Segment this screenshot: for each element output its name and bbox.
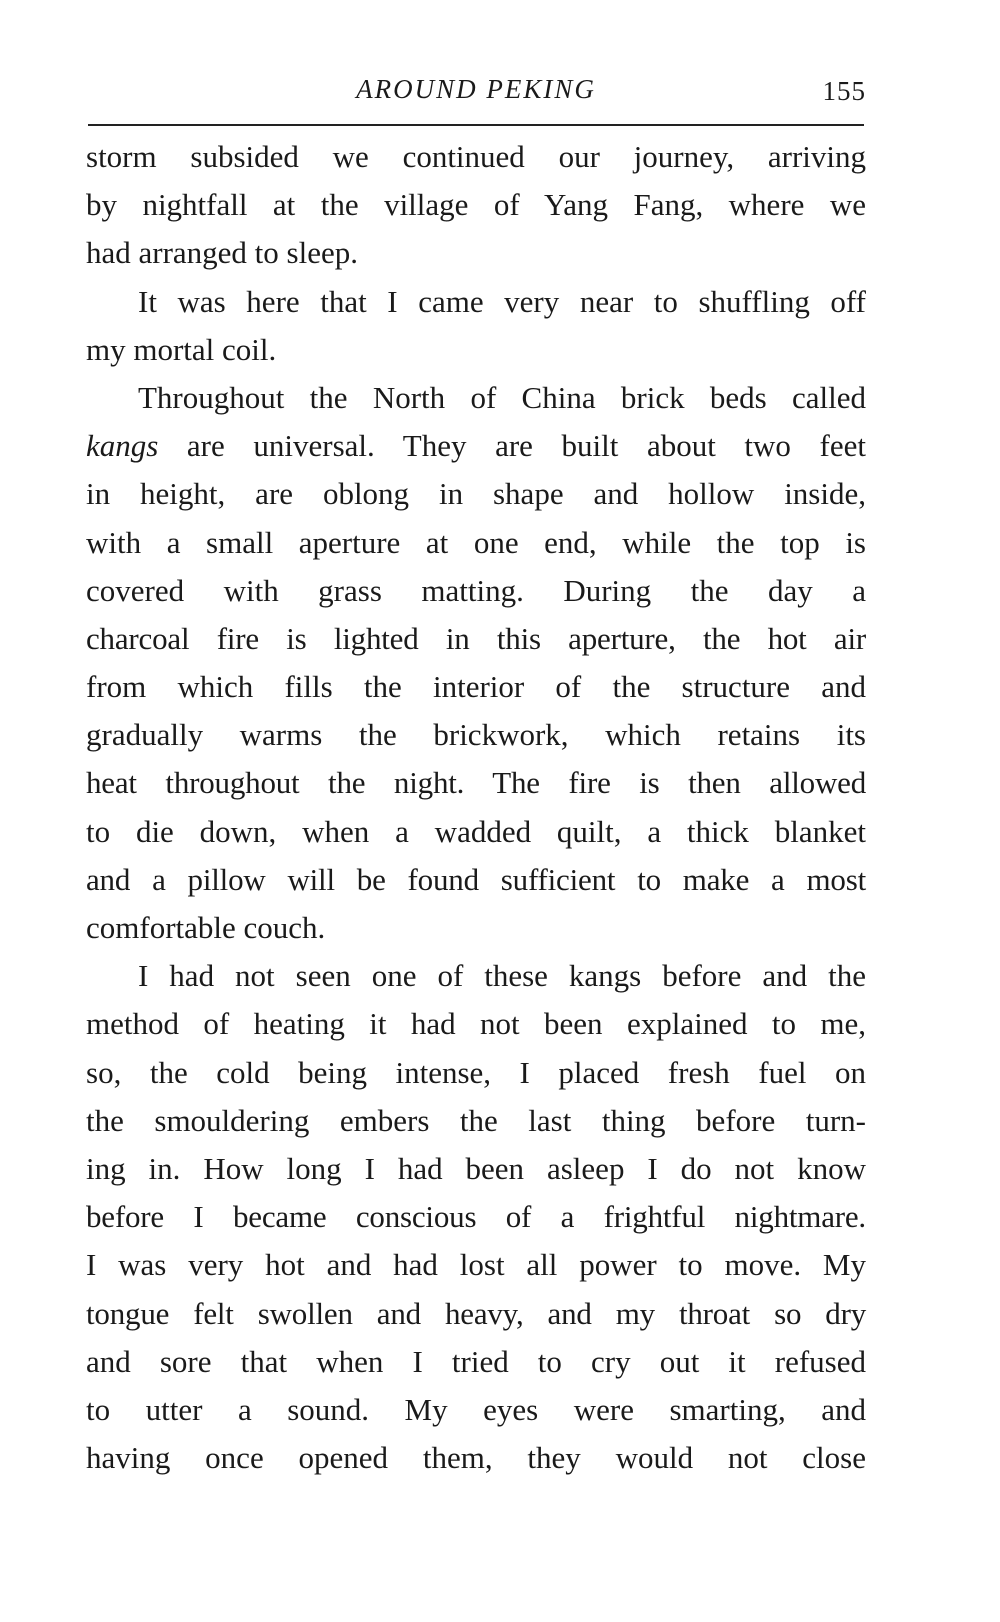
text-line: from which fills the interior of the structure and bbox=[86, 669, 866, 705]
text-line-rest: are universal. They are built about two feet bbox=[158, 428, 866, 464]
text-line: charcoal fire is lighted in this aperture, the hot air bbox=[86, 620, 866, 656]
text-line: heat throughout the night. The fire is then allowed bbox=[86, 765, 866, 801]
text-line bbox=[86, 422, 866, 470]
text-line: covered with grass matting. During the day a bbox=[86, 572, 866, 608]
text-line: the smouldering embers the last thing before turn- bbox=[86, 1102, 866, 1138]
text-line: so, the cold being intense, I placed fresh fuel on bbox=[86, 1054, 866, 1090]
text-line: with a small aperture at one end, while the top is bbox=[86, 524, 866, 560]
text-line: and sore that when I tried to cry out it refused bbox=[86, 1343, 866, 1379]
running-head bbox=[86, 74, 866, 114]
text-line: comfortable couch. bbox=[86, 910, 326, 945]
text-line: It was here that I came very near to shuffling off bbox=[138, 283, 866, 319]
text-line: by nightfall at the village of Yang Fang, where we bbox=[86, 187, 866, 223]
text-line: I had not seen one of these kangs before and the bbox=[138, 958, 866, 994]
text-line: storm subsided we continued our journey, arriving bbox=[86, 139, 866, 174]
body-text bbox=[86, 133, 866, 1482]
text-line: before I became conscious of a frightful nightmare. bbox=[86, 1199, 866, 1235]
text-line: Throughout the North of China brick beds called bbox=[138, 379, 866, 415]
text-line: having once opened them, they would not close bbox=[86, 1440, 866, 1476]
text-line: gradually warms the brickwork, which retains its bbox=[86, 717, 866, 753]
text-line: tongue felt swollen and heavy, and my throat so dry bbox=[86, 1295, 866, 1331]
text-line: and a pillow will be found sufficient to make a most bbox=[86, 861, 866, 897]
text-line: in height, are oblong in shape and hollow inside, bbox=[86, 476, 866, 512]
text-line: I was very hot and had lost all power to move. My bbox=[86, 1247, 866, 1283]
text-line: to utter a sound. My eyes were smarting, and bbox=[86, 1391, 866, 1427]
text-line: method of heating it had not been explained to me, bbox=[86, 1006, 866, 1042]
italic-term: kangs bbox=[86, 428, 159, 464]
page-number: 155 bbox=[822, 76, 866, 106]
text-line: had arranged to sleep. bbox=[86, 235, 358, 271]
text-line: my mortal coil. bbox=[86, 331, 277, 367]
running-title: AROUND PEKING bbox=[356, 74, 596, 104]
header-rule bbox=[88, 124, 864, 126]
text-line: to die down, when a wadded quilt, a thick blanket bbox=[86, 813, 866, 849]
text-line: ing in. How long I had been asleep I do not know bbox=[86, 1150, 866, 1186]
